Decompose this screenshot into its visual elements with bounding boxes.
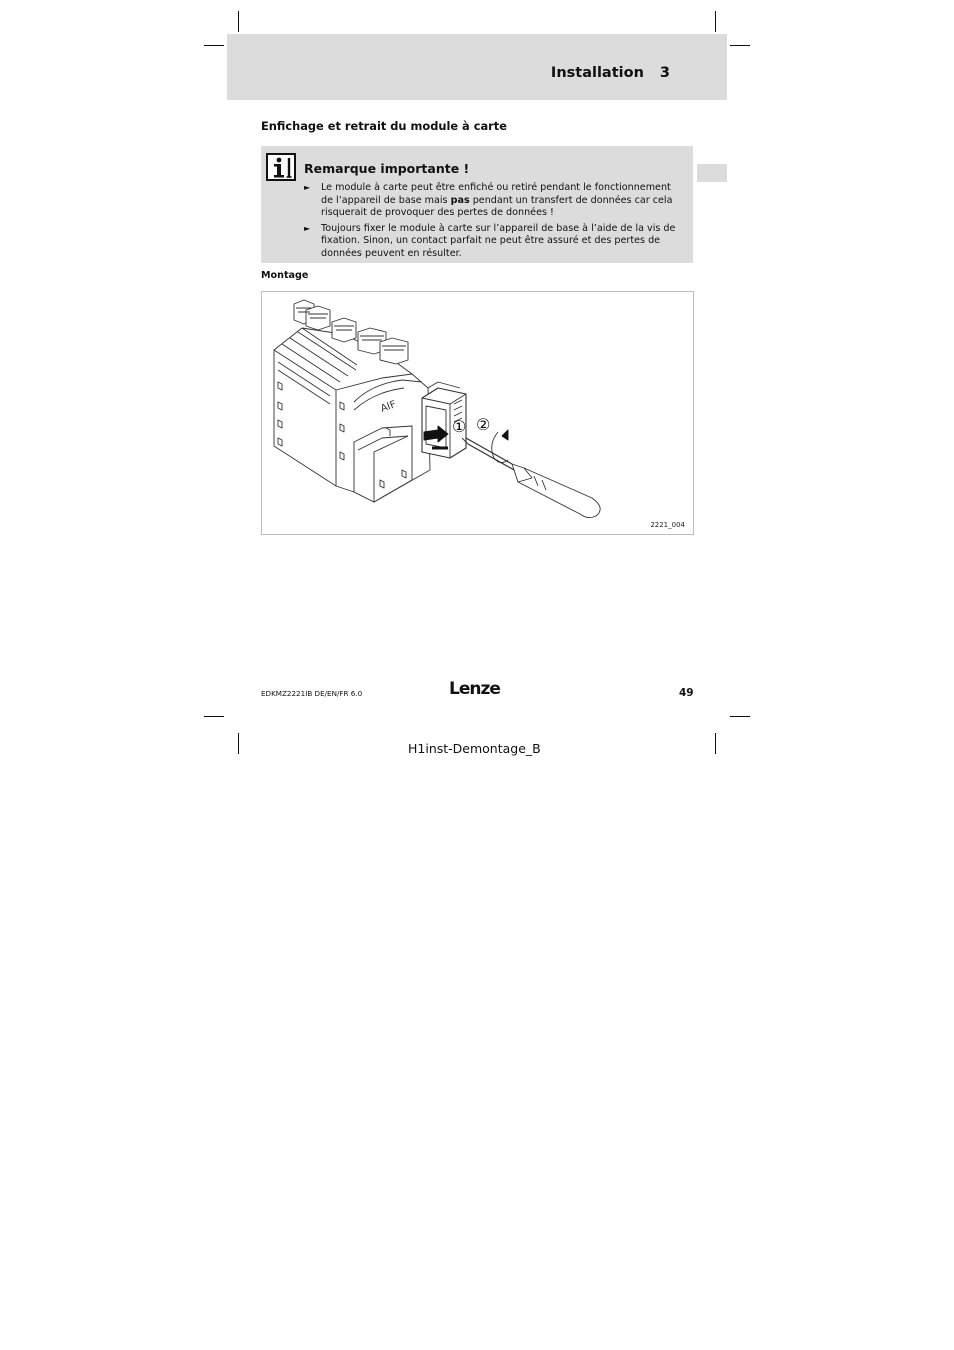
- crop-mark-top-right: [715, 11, 716, 32]
- mounting-illustration: [262, 292, 693, 534]
- note-item-2: ► Toujours fixer le module à carte sur l’appareil de base à l’aide de la vis de fixation. Sinon, un contact parfait ne peut être assuré et des pertes de données peuvent en résulter.: [304, 222, 676, 259]
- crop-mark-left-bottom: [204, 716, 224, 717]
- aif-label: AIF: [379, 399, 398, 415]
- page-header: [227, 34, 727, 100]
- crop-mark-right-bottom: [730, 716, 750, 717]
- chapter-number: 3: [659, 65, 670, 81]
- callout-1: ①: [452, 417, 467, 436]
- page-number: 49: [679, 687, 694, 699]
- section-heading: Enfichage et retrait du module à carte: [261, 119, 507, 133]
- subsection-heading: Montage: [261, 270, 309, 281]
- crop-mark-left-top: [204, 45, 224, 46]
- callout-2: ②: [476, 415, 491, 434]
- document-code: EDKMZ2221IB DE/EN/FR 6.0: [261, 689, 363, 698]
- note-item-1: ► Le module à carte peut être enfiché ou retiré pendant le fonctionnement de l’appareil de base mais pas pendant un transfert de données car cela risquerait de provoquer des pertes de données !: [304, 182, 673, 219]
- info-icon: [266, 153, 296, 181]
- chapter-side-tab: [697, 164, 727, 182]
- crop-mark-right-top: [730, 45, 750, 46]
- crop-mark-bottom-right: [715, 733, 716, 754]
- note-list: [304, 182, 682, 261]
- mounting-figure: [261, 291, 694, 535]
- figure-reference: 2221_004: [650, 521, 685, 529]
- file-label: H1inst-Demontage_B: [408, 741, 541, 756]
- note-title: Remarque importante !: [304, 161, 470, 176]
- crop-mark-top-left: [238, 11, 239, 32]
- important-note: [261, 146, 693, 263]
- section-title: Installation: [550, 65, 644, 81]
- bullet-arrow-icon: ►: [304, 223, 311, 233]
- chapter-title: [551, 65, 670, 81]
- lenze-logo: Lenze: [449, 679, 500, 699]
- bullet-arrow-icon: ►: [304, 183, 311, 192]
- crop-mark-bottom-left: [238, 733, 239, 754]
